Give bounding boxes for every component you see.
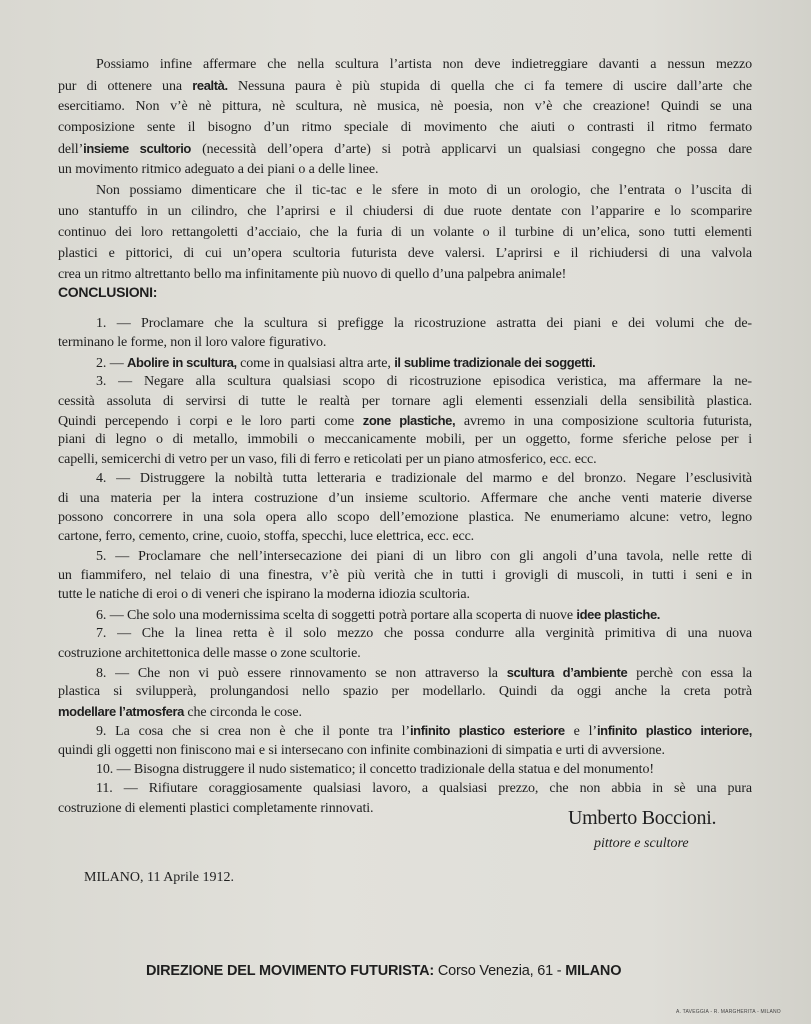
text-segment: dell’ — [58, 142, 84, 157]
conclusion-line — [58, 624, 752, 643]
conclusions-list — [58, 314, 752, 818]
text-segment: costruzione architettonica delle masse o zone scultorie. — [58, 645, 361, 661]
text-segment: perchè con essa la — [627, 666, 752, 682]
paragraph-line — [58, 54, 752, 75]
paragraph-line — [58, 117, 752, 138]
text-segment: 6. — Che solo una modernissima scelta di soggetti potrà portare alla scoperta di nuove — [96, 607, 577, 623]
conclusion-line — [58, 644, 752, 663]
conclusion-line — [58, 760, 752, 779]
bold-segment: scultura d’ambiente — [506, 665, 628, 681]
conclusion-line — [58, 314, 752, 333]
footer-label: DIREZIONE DEL MOVIMENTO FUTURISTA: — [146, 963, 435, 979]
text-segment: capelli, semicerchi di vetro per un vaso, fili di ferro e reticolati per un piano atmosferico, ecc. ecc. — [58, 451, 597, 467]
conclusion-line — [58, 489, 752, 508]
text-segment: Quindi percependo i corpi e le loro parti come — [58, 413, 363, 429]
bold-segment: insieme scultorio — [83, 141, 191, 156]
paragraph-line — [58, 264, 752, 285]
conclusion-line — [58, 779, 752, 798]
paragraph-line — [58, 159, 752, 180]
conclusion-line — [58, 702, 752, 721]
text-segment: crea un ritmo altrettanto bello ma infinitamente più nuovo di quello d’una palpebra animale! — [58, 267, 567, 282]
conclusion-line — [58, 508, 752, 527]
paragraph-line — [58, 243, 752, 264]
bold-segment: modellare l’atmosfera — [58, 703, 184, 719]
text-segment: un fiammifero, nel telaio di una finestra, v’è più verità che in tutti i grovigli di muscoli, in tutti i seni e in — [58, 568, 752, 584]
paragraph-line — [58, 96, 752, 117]
text-segment: costruzione di elementi plastici completamente rinnovati. — [58, 800, 374, 816]
footer-address — [146, 963, 621, 979]
footer-city: MILANO — [565, 963, 622, 979]
text-segment: possono concorrere in una sola opera allo scopo dell’emozione plastica. Ne enumeriamo alcune: vetro, legno — [58, 509, 752, 525]
text-segment: Nessuna paura è più stupida di quella che ci fa temere di uscire dall’arte che — [227, 79, 752, 94]
conclusion-line — [58, 682, 752, 701]
conclusion-line — [58, 605, 752, 624]
text-segment: Non possiamo dimenticare che il tic-tac e le sfere in moto di un orologio, che l’entrata o l’uscita di — [96, 183, 752, 198]
text-segment: 5. — Proclamare che nell’intersecazione dei piani di un libro con gli angoli d’una tavola, nelle rette di — [96, 548, 752, 564]
conclusion-line — [58, 547, 752, 566]
conclusion-line — [58, 527, 752, 546]
bold-segment: il sublime tradizionale dei soggetti. — [394, 354, 596, 370]
paragraph-line — [58, 201, 752, 222]
conclusion-line — [58, 430, 752, 449]
text-segment: 9. La cosa che si crea non è che il ponte tra l’ — [96, 724, 410, 740]
text-segment: (necessità dell’opera d’arte) si potrà applicarvi un qualsiasi congegno che possa dare — [190, 142, 753, 157]
conclusion-line — [58, 372, 752, 391]
bold-segment: infinito plastico interiore, — [596, 723, 752, 739]
conclusion-line — [58, 585, 752, 604]
text-segment: 7. — Che la linea retta è il solo mezzo che possa condurre alla verginità primitiva di una nuova — [96, 626, 752, 642]
text-segment: e l’ — [564, 724, 597, 740]
conclusion-line — [58, 333, 752, 352]
conclusion-line — [58, 392, 752, 411]
text-segment: 10. — Bisogna distruggere il nudo sistematico; il concetto tradizionale della statua e del monumento! — [96, 761, 654, 777]
text-segment: uno stantuffo in un cilindro, che l’aprirsi e il chiudersi di due ruote dentate con l’apparire e lo scomparire — [58, 204, 752, 219]
bold-segment: Abolire in scultura, — [127, 354, 237, 370]
bold-segment: idee plastiche. — [576, 606, 660, 622]
text-segment: piani di legno o di metallo, immobili o meccanicamente mobili, per un oggetto, forme sferiche pelose per i — [58, 432, 752, 448]
date-line: MILANO, 11 Aprile 1912. — [84, 870, 234, 885]
conclusion-line — [58, 469, 752, 488]
text-segment: continuo dei loro rettangoletti d’acciaio, che la furia di un volante o il turbine di un’elica, sono tutti elementi — [58, 225, 752, 240]
conclusion-line — [58, 353, 752, 372]
conclusion-line — [58, 450, 752, 469]
text-segment: cartone, ferro, cemento, crine, cuoio, stoffa, specchi, luce elettrica, ecc. ecc. — [58, 529, 475, 545]
paragraph-line — [58, 222, 752, 243]
bold-segment: realtà. — [192, 78, 228, 93]
text-segment: che circonda le cose. — [184, 704, 302, 720]
text-segment: composizione sente il bisogno d’un ritmo speciale di movimento che aiuti o contrasti il ritmo fermato — [58, 120, 752, 135]
text-segment: Possiamo infine affermare che nella scultura l’artista non deve indietreggiare davanti a nessun mezzo — [96, 57, 752, 72]
text-segment: avremo in una composizione scultoria futurista, — [455, 413, 752, 429]
bold-segment: infinito plastico esteriore — [409, 723, 565, 739]
text-segment: pur di ottenere una — [58, 79, 193, 94]
text-segment: un movimento ritmico adeguato a dei piani o a delle linee. — [58, 162, 379, 177]
text-segment: quindi gli oggetti non finiscono mai e si intersecano con infinite combinazioni di simpatia e urti di avversione. — [58, 742, 665, 758]
paragraph-line — [58, 75, 752, 96]
text-segment: di una materia per la intera costruzione d’un insieme scultorio. Affermare che anche venti materie diverse — [58, 490, 752, 506]
footer-street: Corso Venezia, 61 - — [437, 963, 562, 979]
text-segment: esercitiamo. Non v’è nè pittura, nè scultura, nè musica, nè poesia, non v’è che creazione! Quindi se una — [58, 99, 752, 114]
text-segment: 8. — Che non vi può essere rinnovamento se non attraverso la — [96, 666, 507, 682]
text-segment: 3. — Negare alla scultura qualsiasi scopo di ricostruzione episodica veristica, ma affermare la ne- — [96, 374, 752, 390]
printer-mark: A. TAVEGGIA - R. MARGHERITA - MILANO — [676, 1009, 781, 1015]
conclusion-line — [58, 741, 752, 760]
text-segment: 2. — — [96, 355, 128, 371]
intro-text — [58, 54, 752, 285]
text-segment: come in qualsiasi altra arte, — [236, 355, 395, 371]
conclusion-line — [58, 721, 752, 740]
text-segment: tutte le natiche di eroi o di veneri che ispirano la moderna idiozia scultoria. — [58, 587, 470, 603]
signature-name: Umberto Boccioni. — [568, 807, 717, 829]
text-segment: cessità assoluta di servirsi di tutte le realtà per tornare agli elementi essenziali della sensibilità plastica. — [58, 393, 752, 409]
paragraph-line — [58, 138, 752, 159]
text-segment: plastica si svilupperà, prolungandosi nello spazio per modellarlo. Quindi da oggi anche la creta potrà — [58, 684, 752, 700]
conclusions-heading: CONCLUSIONI: — [58, 284, 158, 300]
conclusion-line — [58, 663, 752, 682]
paragraph-line — [58, 180, 752, 201]
conclusion-line — [58, 411, 752, 430]
text-segment: 1. — Proclamare che la scultura si prefigge la ricostruzione astratta dei piani e dei volumi che de- — [96, 316, 752, 331]
bold-segment: zone plastiche, — [362, 412, 456, 428]
text-segment: 11. — Rifiutare coraggiosamente qualsiasi lavoro, a qualsiasi prezzo, che non abbia in sè una pura — [96, 781, 752, 797]
text-segment: plastici e pittorici, di cui un’opera scultoria futurista deve valersi. L’aprirsi e il richiudersi di una valvola — [58, 246, 752, 261]
text-segment: terminano le forme, non il loro valore figurativo. — [58, 335, 327, 351]
conclusion-line — [58, 566, 752, 585]
text-segment: 4. — Distruggere la nobiltà tutta letteraria e tradizionale del marmo e del bronzo. Negare l’esclusività — [96, 471, 752, 487]
signature-role: pittore e scultore — [594, 836, 689, 851]
